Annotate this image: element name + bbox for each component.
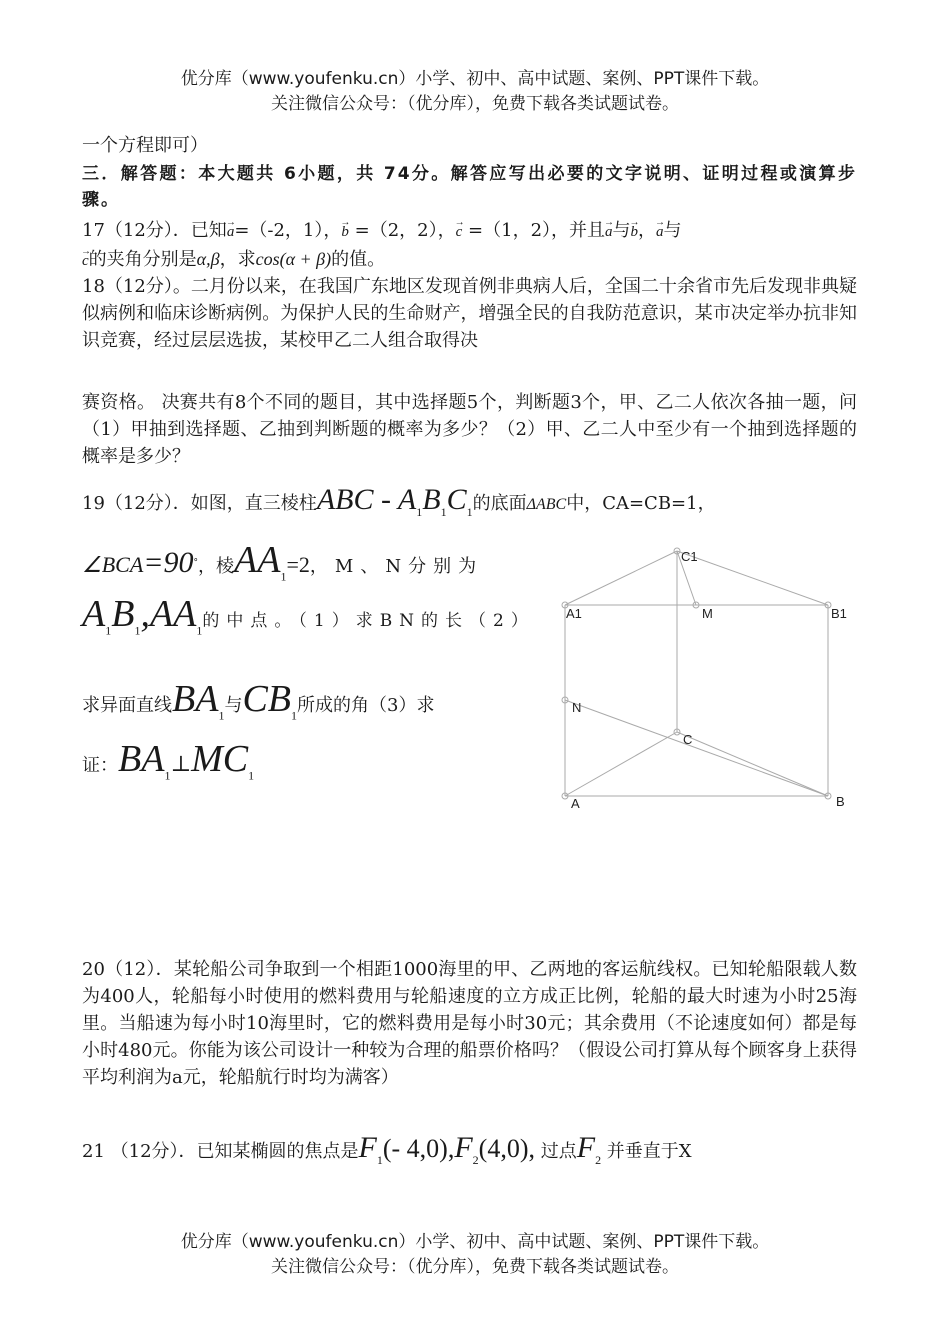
question-18-part-1: 18（12分）。二月份以来，在我国广东地区发现首例非典病人后，全国二十余省市先后发现非典疑似病例和临床诊断病例。为保护人民的生命财产，增强全民的自我防范意识，某市决定举办抗非知识竞赛，经过层层选拔，某校甲乙二人组合取得决: [82, 276, 857, 351]
label-c: C: [683, 732, 693, 747]
edge-a1-c1: [565, 551, 677, 605]
label-b1: B1: [831, 606, 847, 621]
label-a1: A1: [566, 606, 582, 621]
vector-a: → a: [227, 219, 235, 246]
label-c1: C1: [681, 549, 698, 564]
label-a: A: [571, 796, 580, 811]
prism-figure: [555, 540, 855, 820]
carry-line: 一个方程即可）: [82, 135, 208, 156]
footer-line-1: 优分库（www.youfenku.cn）小学、初中、高中试题、案例、PPT课件下载。: [180, 1232, 770, 1252]
triangle-abc: ΔABC: [526, 496, 567, 513]
prism-name: ABC - $A_1B_1C_1$: [316, 483, 473, 519]
label-n: N: [572, 700, 582, 715]
edge-c-b: [677, 732, 828, 796]
label-b: B: [836, 794, 845, 809]
question-17: 17（12分）．已知→ a=（-2，1），→ b =（2，2），→ c =（1，2），并且→ a与→ b，→ a与 → c的夹角分别是α,β，求cos(α + β)的值。: [82, 217, 857, 275]
page-footer: [0, 1230, 950, 1280]
edge-a-c: [565, 732, 677, 796]
vector-b: → b: [341, 219, 349, 246]
section-3-heading: 三．解答题：本大题共 6小题，共 74分。解答应写出必要的文字说明、证明过程或演算步骤。: [82, 164, 857, 210]
question-19-line-5: 证：$BA_1\perp MC_1$: [82, 738, 255, 783]
edge-c1-b1: [677, 551, 828, 605]
question-19-line-4: 求异面直线$BA_1$与$CB_1$所成的角（3）求: [82, 678, 435, 723]
page-header: [0, 67, 950, 117]
focus-f2: $F_2$: [454, 1131, 479, 1167]
question-20: 20（12）．某轮船公司争取到一个相距1000海里的甲、乙两地的客运航线权。已知轮船限载人数为400人，轮船每小时使用的燃料费用与轮船速度的立方成正比例，轮船的最大时速为小时25海里。当船速为每小时10海里时，它的燃料费用是每小时30元；其余费用（不论速度如何）都是每小时480元。你能为该公司设计一种较为合理的船票价格吗？（假设公司打算从每个顾客身上获得平均利润为a元，轮船航行时均为满客）: [82, 959, 857, 1088]
edge-aa1: $AA_1$: [234, 539, 287, 584]
question-19-line-1: 19（12分）．如图，直三棱柱ABC - $A_1B_1C_1$的底面ΔABC中，CA=CB=1，: [82, 483, 716, 519]
question-21: 21 （12分）．已知某椭圆的焦点是$F_1(-$ $4,0),F_2(4,0)$, 过点$F_2$ 并垂直于X: [82, 1131, 692, 1167]
cos-expression: cos(α + β): [255, 249, 332, 269]
header-line-2: 关注微信公众号：（优分库），免费下载各类试题试卷。: [271, 94, 679, 114]
question-18-part-2: 赛资格。 决赛共有8个不同的题目，其中选择题5个，判断题3个，甲、乙二人依次各抽一题，问（1）甲抽到选择题、乙抽到判断题的概率为多少？（2）甲、乙二人中至少有一个抽到选择题的概率是多少？: [82, 392, 857, 467]
focus-f1: $F_1$: [358, 1131, 383, 1167]
segment-n-b: [565, 700, 828, 796]
vector-c: → c: [456, 219, 463, 246]
label-m: M: [702, 606, 713, 621]
angles-alpha-beta: α,β: [196, 249, 220, 269]
question-19-line-3: $A_1B_1,AA_1$的中点。（1）求BN的长（2）: [82, 593, 535, 638]
question-19-line-2: ∠BCA=90°，棱$AA_1=2$，M、N分别为: [82, 539, 484, 584]
header-line-1: 优分库（www.youfenku.cn）小学、初中、高中试题、案例、PPT课件下载。: [180, 69, 770, 89]
footer-line-2: 关注微信公众号：（优分库），免费下载各类试题试卷。: [271, 1257, 679, 1277]
